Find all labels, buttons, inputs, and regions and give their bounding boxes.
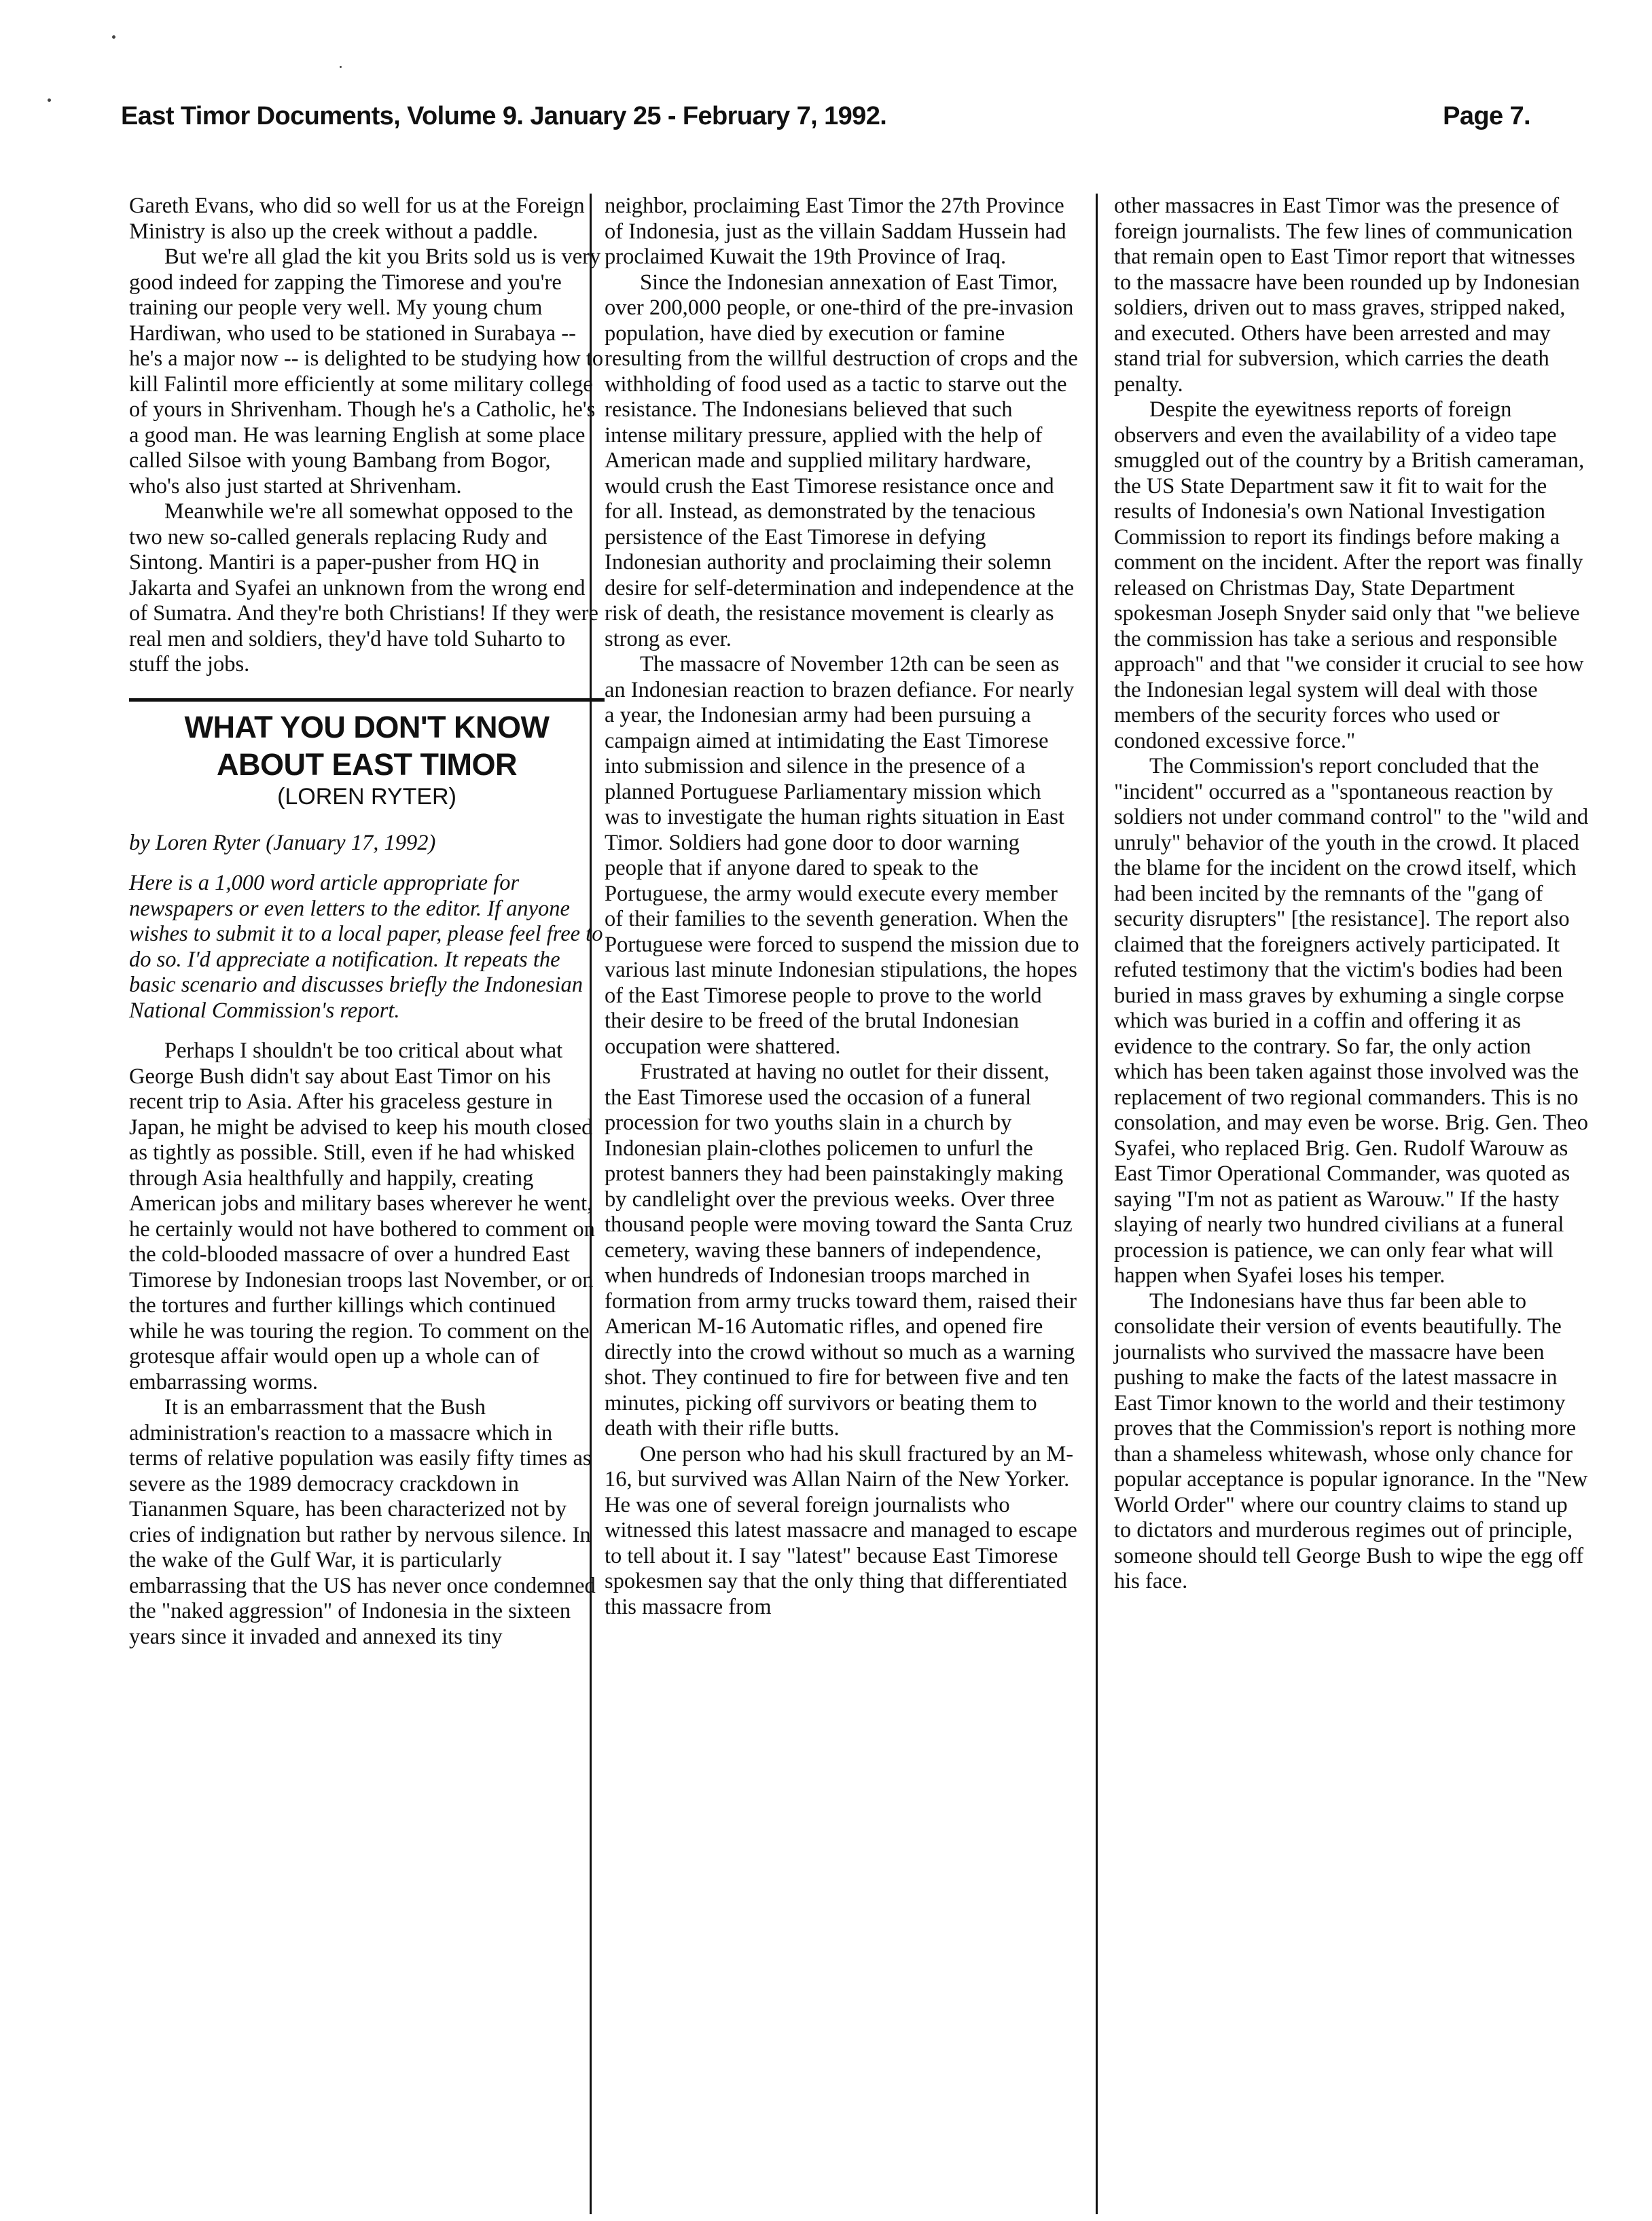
paragraph: The Indonesians have thus far been able to consolidate their version of events beautifully. The journalists who survived the massacre have been pushing to make the facts of the latest massacre in East Timor known to the world and their testimony proves that the Commission's report is nothing more than a shameless whitewash, whose only chance for popular acceptance is popular ignorance. In the "New World Order" where our country claims to stand up to dictators and murderous regimes out of principle, someone should tell George Bush to wipe the egg off his face. <box>1114 1288 1588 1593</box>
paragraph: Meanwhile we're all somewhat opposed to the two new so-called generals replacing Rudy and Sintong. Mantiri is a paper-pusher from HQ in Jakarta and Syafei an unknown from the wrong end of Sumatra. And they're both Christians! If they were real men and soldiers, they'd have told Suharto to stuff the jobs. <box>129 499 598 676</box>
paragraph: Despite the eyewitness reports of foreign observers and even the availability of a video tape smuggled out of the country by a British cameraman, the US State Department saw it fit to wait for the results of Indonesia's own National Investigation Commission to report its findings before making a comment on the incident. After the report was finally released on Christmas Day, State Department spokesman Joseph Snyder said only that "we believe the commission has take a serious and responsible approach" and that "we consider it crucial to see how the Indonesian legal system will deal with those members of the security forces who used or condoned excessive force." <box>1114 397 1585 753</box>
paragraph: The Commission's report concluded that the "incident" occurred as a "spontaneous reaction by soldiers not under command control" to the "wild and unruly" behavior of the youth in the crowd. It placed the blame for the incident on the crowd itself, which had been incited by the remnants of the "gang of security disrupters" [the resistance]. The report also claimed that the foreigners actively participated. It refuted testimony that the victim's bodies had been buried in mass graves by exhuming a single corpse which was buried in a coffin and offering it as evidence to the contrary. So far, the only action which has been taken against those involved was the replacement of two regional commanders. This is no consolation, and may even be worse. Brig. Gen. Theo Syafei, who replaced Brig. Gen. Rudolf Warouw as East Timor Operational Commander, was quoted as saying "I'm not as patient as Warouw." If the hasty slaying of nearly two hundred civilians at a funeral procession is patience, we can only fear what will happen when Syafei loses his temper. <box>1114 754 1589 1288</box>
publication-title: East Timor Documents, Volume 9. January 25 - February 7, 1992. <box>121 102 887 130</box>
paragraph: The massacre of November 12th can be seen as an Indonesian reaction to brazen defiance. For nearly a year, the Indonesian army had been pursuing a campaign aimed at intimidating the East Timorese into submission and silence in the presence of a planned Portuguese Parliamentary mission which was to investigate the human rights situation in East Timor. Soldiers had gone door to door warning people that if anyone dared to speak to the Portuguese, the army would execute every member of their families to the seventh generation. When the Portuguese were forced to suspend the mission due to various last minute Indonesian stipulations, the hopes of the East Timorese people to prove to the world their desire to be freed of the brutal Indonesian occupation were shattered. <box>605 652 1079 1059</box>
column-2 <box>605 194 1080 1620</box>
column-1 <box>129 194 605 1650</box>
paragraph: One person who had his skull fractured by an M-16, but survived was Allan Nairn of the New Yorker. He was one of several foreign journalists who witnessed this latest massacre and managed to escape to tell about it. I say "latest" because East Timorese spokesmen say that the only thing that differentiated this massacre from <box>605 1441 1077 1619</box>
paragraph: neighbor, proclaiming East Timor the 27th Province of Indonesia, just as the villain Saddam Hussein had proclaimed Kuwait the 19th Province of Iraq. <box>605 194 1066 269</box>
scan-speck <box>48 98 51 102</box>
editor-note: Here is a 1,000 word article appropriate for newspapers or even letters to the editor. If anyone wishes to submit it to a local paper, please feel free to do so. I'd appreciate a notification. It repeats the basic scenario and discusses briefly the Indonesian National Commission's report. <box>129 871 603 1023</box>
paragraph: other massacres in East Timor was the presence of foreign journalists. The few lines of communication that remain open to East Timor report that witnesses to the massacre have been rounded up by Indonesian soldiers, driven out to mass graves, stripped naked, and executed. Others have been arrested and may stand trial for subversion, which carries the death penalty. <box>1114 194 1580 397</box>
scan-speck <box>112 35 115 39</box>
byline: by Loren Ryter (January 17, 1992) <box>129 830 436 855</box>
column-3 <box>1114 194 1590 1595</box>
article-headline: WHAT YOU DON'T KNOW ABOUT EAST TIMOR <box>184 709 550 782</box>
page-number: Page 7. <box>1443 102 1530 130</box>
paragraph: Perhaps I shouldn't be too critical about what George Bush didn't say about East Timor on his recent trip to Asia. After his graceless gesture in Japan, he might be advised to keep his mouth closed as tightly as possible. Still, even if he had whisked through Asia healthfully and happily, creating American jobs and military bases wherever he went, he certainly would not have bothered to comment on the cold-blooded massacre of over a hundred East Timorese by Indonesian troops last November, or on the tortures and further killings which continued while he was touring the region. To comment on the grotesque affair would open up a whole can of embarrassing worms. <box>129 1039 595 1394</box>
paragraph: Gareth Evans, who did so well for us at the Foreign Ministry is also up the creek without a paddle. <box>129 194 585 244</box>
scan-speck <box>340 66 342 68</box>
paragraph: It is an embarrassment that the Bush administration's reaction to a massacre which in terms of relative population was easily fifty times as severe as the 1989 democracy crackdown in Tiananmen Square, has been characterized not by cries of indignation but rather by nervous silence. In the wake of the Gulf War, it is particularly embarrassing that the US has never once condemned the "naked aggression" of Indonesia in the sixteen years since it invaded and annexed its tiny <box>129 1395 596 1649</box>
paragraph: Since the Indonesian annexation of East Timor, over 200,000 people, or one-third of the pre-invasion population, have died by execution or famine resulting from the willful destruction of crops and the withholding of food used as a tactic to starve out the resistance. The Indonesians believed that such intense military pressure, applied with the help of American made and supplied military hardware, would crush the East Timorese resistance once and for all. Instead, as demonstrated by the tenacious persistence of the East Timorese in defying Indonesian authority and proclaiming their solemn desire for self-determination and independence at the risk of death, the resistance movement is clearly as strong as ever. <box>605 270 1078 651</box>
paragraph: But we're all glad the kit you Brits sold us is very good indeed for zapping the Timorese and you're training our people very well. My young chum Hardiwan, who used to be stationed in Surabaya -- he's a major now -- is delighted to be studying how to kill Falintil more efficiently at some military college of yours in Shrivenham. Though he's a Catholic, he's a good man. He was learning English at some place called Silsoe with young Bambang from Bogor, who's also just started at Shrivenham. <box>129 245 604 499</box>
page-header <box>121 102 1530 143</box>
paragraph: Frustrated at having no outlet for their dissent, the East Timorese used the occasion of a funeral procession for two youths slain in a church by Indonesian plain-clothes policemen to unfurl the protest banners they had been painstakingly making by candlelight over the previous weeks. Over three thousand people were moving toward the Santa Cruz cemetery, waving these banners of independence, when hundreds of Indonesian troops marched in formation from army trucks toward them, raised their American M-16 Automatic rifles, and opened fire directly into the crowd without so much as a warning shot. They continued to fire for between five and ten minutes, picking off survivors or beating them to death with their rifle butts. <box>605 1060 1077 1441</box>
column-divider <box>1096 194 1098 2214</box>
section-divider <box>129 698 605 702</box>
article-subhead: (LOREN RYTER) <box>277 783 456 810</box>
